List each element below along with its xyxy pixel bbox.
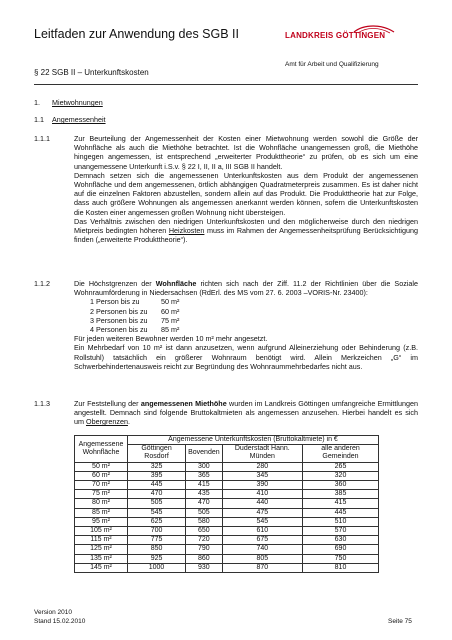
para-1-1-2-extra-1: Für jeden weiteren Bewohner werden 10 m² mehr angesetzt. [74, 334, 268, 344]
area-cell: 105 m² [75, 527, 128, 536]
rent-cell: 365 [186, 471, 223, 480]
area-cell: 60 m² [75, 471, 128, 480]
footer-version: Version 2010 [34, 609, 72, 616]
rent-cell: 860 [186, 554, 223, 563]
table-body [75, 462, 379, 572]
header-divider [34, 84, 418, 85]
column-header: Göttingen Rosdorf [128, 445, 186, 462]
rent-cell: 775 [128, 536, 186, 545]
rent-cell: 360 [303, 481, 379, 490]
para-1-1-2-text: Die Höchstgrenzen der Wohnfläche richten sich nach der Ziff. 11.2 der Richtlinien über die Soziale Wohnraumförderung in Niedersachsen (RdErl. des MS vom 27. 6. 2003 –VORIS-Nr. 23400): [74, 279, 418, 298]
subsection-title: Angemessenheit [52, 115, 106, 124]
table-row [75, 508, 379, 517]
para-1-1-1-text-2: Demnach setzen sich die angemessenen Unterkunftskosten aus dem Produkt der angemessenen Wohnfläche und dem angemessenen, örtlich abhängigen Quadratmeterpreis zusammen. Es ist daher nicht auf die einzelnen Faktoren abzustellen, sondern allein auf das Produkt. Die Produkttheorie hat zur Folge, dass auch größere Wohnungen als angemessen anerkannt werden können, sofern die Unterkunftskosten die Kosten einer angemessen großen Wohnung nicht übersteigen. [74, 170, 418, 217]
rent-cell: 805 [222, 554, 302, 563]
person-limits [74, 297, 418, 334]
table-row [75, 563, 379, 572]
rent-cell: 265 [303, 462, 379, 471]
rent-cell: 300 [186, 462, 223, 471]
footer-date: Stand 15.02.2010 [34, 618, 86, 625]
rent-cell: 505 [128, 499, 186, 508]
rent-cell: 610 [222, 527, 302, 536]
rent-cell: 445 [303, 508, 379, 517]
area-cell: 70 m² [75, 481, 128, 490]
rent-cell: 1000 [128, 563, 186, 572]
rent-cell: 395 [128, 471, 186, 480]
rent-cell: 505 [186, 508, 223, 517]
para-1-1-3-number: 1.1.3 [34, 399, 50, 408]
rent-cell: 690 [303, 545, 379, 554]
rent-cell: 435 [186, 490, 223, 499]
table-row [75, 517, 379, 526]
rent-cell: 510 [303, 517, 379, 526]
rent-cell: 325 [128, 462, 186, 471]
rent-cell: 475 [222, 508, 302, 517]
table-row [75, 554, 379, 563]
para-1-1-2-number: 1.1.2 [34, 279, 50, 288]
rent-cell: 320 [303, 471, 379, 480]
rent-cell: 790 [186, 545, 223, 554]
rent-cell: 630 [303, 536, 379, 545]
table-row [75, 545, 379, 554]
rent-cell: 650 [186, 527, 223, 536]
rent-cell: 625 [128, 517, 186, 526]
rent-cell: 445 [128, 481, 186, 490]
para-1-1-2-extra-2: Ein Mehrbedarf von 10 m² ist dann anzusetzen, wenn aufgrund Alleinerziehung oder Behinderung (z.B. Rollstuhl) tatsächlich ein größerer Wohnraum benötigt wird. Allein Merkzeichen „G“ im Schwerbehindertenausweis reicht zur Begründung des Wohnraummehrbedarfes nicht aus. [74, 343, 418, 371]
rent-cell: 870 [222, 563, 302, 572]
rent-limits-table [74, 435, 379, 573]
rent-cell: 720 [186, 536, 223, 545]
table-row [75, 527, 379, 536]
heizkosten-link: Heizkosten [168, 226, 205, 236]
rent-cell: 925 [128, 554, 186, 563]
rent-cell: 750 [303, 554, 379, 563]
para-1-1-1-text-1: Zur Beurteilung der Angemessenheit der Kosten einer Mietwohnung werden sowohl die Größe der Wohnfläche als auch die Miethöhe betrachtet. Ist die Wohnfläche unangemessen groß, die Miethöhe hingegen angemessen, ist entsprechend „erweiterter Produkttheorie“ zu prüfen, ob es sich um eine unangemessene Unterkunft i.S.v. § 22 I, II, II a, III SGB II handelt. [74, 134, 418, 171]
brand-logo: LANDKREIS GÖTTINGEN [285, 31, 386, 40]
section-number: 1. [34, 98, 40, 107]
rent-cell: 390 [222, 481, 302, 490]
doc-subtitle: § 22 SGB II – Unterkunftskosten [34, 68, 149, 77]
table-group-header: Angemessene Unterkunftskosten (Bruttokaltmiete) in € [128, 436, 379, 445]
rent-cell: 280 [222, 462, 302, 471]
rent-cell: 740 [222, 545, 302, 554]
para-1-1-1-text-3: Das Verhältnis zwischen den niedrigen Unterkunftskosten und den möglicherweise durch den niedrigen Mietpreis bedingten höheren Heizkosten muss im Rahmen der Angemessenheitsprüfung Berücksichtigung finden („erweiterte Produkttheorie“). [74, 216, 418, 245]
person-limit-row: 2 Personen bis zu 60 m² [90, 306, 180, 316]
column-header: Bovenden [186, 445, 223, 462]
rent-cell: 415 [186, 481, 223, 490]
para-1-1-3: Zur Feststellung der angemessenen Miethöhe wurden im Landkreis Göttingen umfangreiche Ermittlungen angestellt. Demnach sind folgende Bruttokaltmieten als angemessen anzusehen. Hierbei handelt es sich um Obergrenzen. [74, 399, 418, 427]
rent-cell: 930 [186, 563, 223, 572]
rent-cell: 580 [186, 517, 223, 526]
column-header: alle anderen Gemeinden [303, 445, 379, 462]
rent-cell: 545 [222, 517, 302, 526]
table-row [75, 462, 379, 471]
rent-cell: 345 [222, 471, 302, 480]
rent-cell: 850 [128, 545, 186, 554]
table-corner-header: Angemessene Wohnfläche [75, 436, 128, 463]
rent-cell: 810 [303, 563, 379, 572]
rent-cell: 545 [128, 508, 186, 517]
section-title: Mietwohnungen [52, 98, 103, 107]
area-cell: 145 m² [75, 563, 128, 572]
para-1-1-1-number: 1.1.1 [34, 134, 50, 143]
org-name: Amt für Arbeit und Qualifizierung [285, 61, 379, 68]
rent-cell: 675 [222, 536, 302, 545]
column-header: Duderstadt Hann. Münden [222, 445, 302, 462]
para-1-1-2 [74, 279, 418, 371]
area-cell: 95 m² [75, 517, 128, 526]
rent-cell: 700 [128, 527, 186, 536]
rent-cell: 385 [303, 490, 379, 499]
table-row [75, 536, 379, 545]
table-header-row [75, 436, 379, 445]
rent-cell: 470 [128, 490, 186, 499]
area-cell: 125 m² [75, 545, 128, 554]
footer-page: Seite 75 [388, 618, 412, 625]
rent-cell: 440 [222, 499, 302, 508]
person-limit-row: 4 Personen bis zu 85 m² [90, 325, 180, 335]
person-limit-row: 1 Person bis zu 50 m² [90, 297, 180, 307]
rent-cell: 570 [303, 527, 379, 536]
table-row [75, 499, 379, 508]
table-row [75, 490, 379, 499]
table-row [75, 471, 379, 480]
area-cell: 85 m² [75, 508, 128, 517]
area-cell: 135 m² [75, 554, 128, 563]
subsection-number: 1.1 [34, 115, 44, 124]
area-cell: 50 m² [75, 462, 128, 471]
table-row [75, 481, 379, 490]
rent-cell: 410 [222, 490, 302, 499]
doc-title: Leitfaden zur Anwendung des SGB II [34, 27, 239, 41]
area-cell: 80 m² [75, 499, 128, 508]
para-1-1-1 [74, 134, 418, 244]
person-limit-row: 3 Personen bis zu 75 m² [90, 315, 180, 325]
area-cell: 75 m² [75, 490, 128, 499]
area-cell: 115 m² [75, 536, 128, 545]
rent-cell: 470 [186, 499, 223, 508]
rent-cell: 415 [303, 499, 379, 508]
